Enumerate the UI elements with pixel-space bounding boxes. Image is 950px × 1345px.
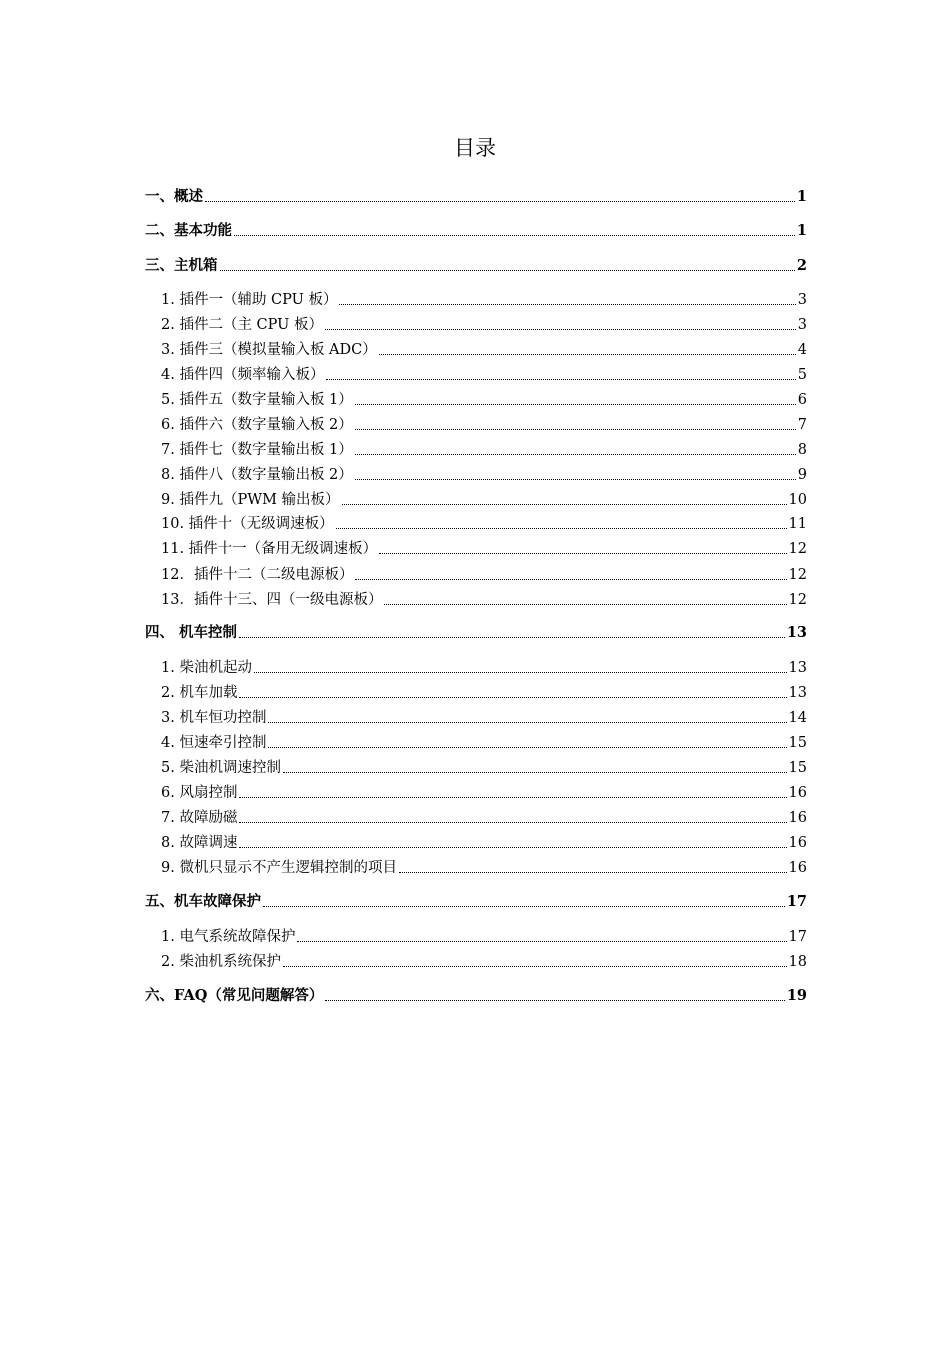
toc-chapter-entry[interactable] bbox=[145, 185, 807, 207]
toc-section-entry[interactable] bbox=[161, 781, 807, 803]
toc-page-number: 15 bbox=[788, 735, 807, 751]
toc-page-number: 16 bbox=[788, 785, 807, 801]
toc-entry-title: 5. 插件五（数字量输入板 1） bbox=[161, 392, 353, 408]
toc-page-number: 17 bbox=[788, 929, 807, 945]
dot-leader bbox=[325, 329, 796, 330]
toc-chapter-entry[interactable] bbox=[145, 219, 807, 241]
dot-leader bbox=[297, 941, 786, 942]
toc-entry-title: 二、基本功能 bbox=[145, 222, 232, 239]
toc-page-number: 1 bbox=[796, 188, 807, 205]
toc-page-number: 4 bbox=[797, 342, 807, 358]
toc-page-number: 6 bbox=[797, 392, 807, 408]
dot-leader bbox=[205, 201, 795, 202]
toc-chapter-entry[interactable] bbox=[145, 890, 807, 912]
toc-entry-title: 四、 机车控制 bbox=[145, 624, 238, 641]
toc-page-number: 15 bbox=[788, 760, 807, 776]
toc-page-number: 12 bbox=[788, 592, 807, 608]
toc-entry-title: 7. 插件七（数字量输出板 1） bbox=[161, 442, 353, 458]
toc-section-entry[interactable] bbox=[161, 413, 807, 435]
toc-entry-title: 4. 插件四（频率输入板） bbox=[161, 367, 325, 383]
toc-entry-title: 1. 插件一（辅助 CPU 板） bbox=[161, 292, 338, 308]
toc-entry-title: 8. 插件八（数字量输出板 2） bbox=[161, 467, 353, 483]
toc-page-number: 13 bbox=[788, 660, 807, 676]
toc-page-number: 19 bbox=[786, 987, 807, 1004]
toc-section-entry[interactable] bbox=[161, 831, 807, 853]
toc-entry-title: 10. 插件十（无级调速板） bbox=[161, 516, 334, 532]
toc-page-number: 16 bbox=[788, 860, 807, 876]
toc-entry-title: 五、机车故障保护 bbox=[145, 893, 261, 910]
dot-leader bbox=[355, 454, 796, 455]
toc-section-entry[interactable] bbox=[161, 537, 807, 559]
toc-entry-title: 12．插件十二（二级电源板） bbox=[161, 567, 354, 583]
dot-leader bbox=[283, 966, 787, 967]
toc-section-entry[interactable] bbox=[161, 363, 807, 385]
dot-leader bbox=[283, 772, 787, 773]
toc-entry-title: 6. 风扇控制 bbox=[161, 785, 238, 801]
dot-leader bbox=[379, 354, 796, 355]
dot-leader bbox=[239, 637, 785, 638]
toc-entry-title: 7. 故障励磁 bbox=[161, 810, 238, 826]
toc-section-entry[interactable] bbox=[161, 313, 807, 335]
toc-entry-title: 3. 插件三（模拟量输入板 ADC） bbox=[161, 342, 377, 358]
dot-leader bbox=[379, 553, 786, 554]
toc-chapter-entry[interactable] bbox=[145, 621, 807, 643]
toc-section-entry[interactable] bbox=[161, 488, 807, 510]
toc-page-number: 13 bbox=[786, 624, 807, 641]
toc-chapter-entry[interactable] bbox=[145, 254, 807, 276]
toc-entry-title: 六、FAQ（常见问题解答） bbox=[145, 987, 324, 1004]
dot-leader bbox=[325, 1000, 784, 1001]
toc-section-entry[interactable] bbox=[161, 288, 807, 310]
toc-section-entry[interactable] bbox=[161, 756, 807, 778]
dot-leader bbox=[239, 822, 786, 823]
toc-section-entry[interactable] bbox=[161, 338, 807, 360]
dot-leader bbox=[268, 747, 786, 748]
dot-leader bbox=[239, 847, 786, 848]
toc-section-entry[interactable] bbox=[161, 925, 807, 947]
toc-section-entry[interactable] bbox=[161, 388, 807, 410]
toc-page-number: 17 bbox=[786, 893, 807, 910]
toc-entry-title: 5. 柴油机调速控制 bbox=[161, 760, 281, 776]
toc-section-entry[interactable] bbox=[161, 463, 807, 485]
toc-page-number: 3 bbox=[797, 317, 807, 333]
toc-section-entry[interactable] bbox=[161, 681, 807, 703]
toc-page-number: 14 bbox=[788, 710, 807, 726]
toc-page-number: 16 bbox=[788, 835, 807, 851]
dot-leader bbox=[399, 872, 787, 873]
dot-leader bbox=[355, 579, 786, 580]
dot-leader bbox=[239, 697, 786, 698]
toc-section-entry[interactable] bbox=[161, 438, 807, 460]
toc-entry-title: 4. 恒速牵引控制 bbox=[161, 735, 267, 751]
toc-page-number: 12 bbox=[788, 541, 807, 557]
dot-leader bbox=[355, 404, 796, 405]
dot-leader bbox=[336, 528, 787, 529]
toc-page-number: 18 bbox=[788, 954, 807, 970]
dot-leader bbox=[355, 429, 796, 430]
toc-page-number: 16 bbox=[788, 810, 807, 826]
toc-page-number: 5 bbox=[797, 367, 807, 383]
toc-entry-title: 2. 插件二（主 CPU 板） bbox=[161, 317, 323, 333]
dot-leader bbox=[384, 604, 786, 605]
toc-entry-title: 2. 机车加载 bbox=[161, 685, 238, 701]
dot-leader bbox=[220, 270, 795, 271]
toc-section-entry[interactable] bbox=[161, 656, 807, 678]
toc-section-entry[interactable] bbox=[161, 563, 807, 585]
toc-entry-title: 三、主机箱 bbox=[145, 257, 218, 274]
toc-entry-title: 8. 故障调速 bbox=[161, 835, 238, 851]
toc-page-number: 13 bbox=[788, 685, 807, 701]
dot-leader bbox=[339, 304, 795, 305]
toc-entry-title: 3. 机车恒功控制 bbox=[161, 710, 267, 726]
toc-section-entry[interactable] bbox=[161, 731, 807, 753]
toc-entry-title: 11. 插件十一（备用无级调速板） bbox=[161, 541, 378, 557]
toc-entry-title: 9. 插件九（PWM 输出板） bbox=[161, 492, 340, 508]
dot-leader bbox=[234, 235, 795, 236]
toc-page-number: 2 bbox=[796, 257, 807, 274]
dot-leader bbox=[268, 722, 786, 723]
dot-leader bbox=[355, 479, 796, 480]
toc-page-number: 10 bbox=[788, 492, 807, 508]
toc-section-entry[interactable] bbox=[161, 856, 807, 878]
toc-entry-title: 2. 柴油机系统保护 bbox=[161, 954, 281, 970]
dot-leader bbox=[239, 797, 786, 798]
toc-title: 目录 bbox=[454, 136, 496, 160]
toc-entry-title: 13．插件十三、四（一级电源板） bbox=[161, 592, 383, 608]
toc-entry-title: 9. 微机只显示不产生逻辑控制的项目 bbox=[161, 860, 397, 876]
toc-page-number: 1 bbox=[796, 222, 807, 239]
toc-section-entry[interactable] bbox=[161, 806, 807, 828]
toc-page-number: 8 bbox=[797, 442, 807, 458]
toc-page-number: 7 bbox=[797, 417, 807, 433]
toc-entry-title: 1. 柴油机起动 bbox=[161, 660, 252, 676]
toc-section-entry[interactable] bbox=[161, 950, 807, 972]
toc-page-number: 11 bbox=[788, 516, 807, 532]
toc-section-entry[interactable] bbox=[161, 588, 807, 610]
dot-leader bbox=[342, 504, 787, 505]
toc-page-number: 3 bbox=[797, 292, 807, 308]
toc-section-entry[interactable] bbox=[161, 512, 807, 534]
toc-entry-title: 一、概述 bbox=[145, 188, 203, 205]
toc-entry-title: 6. 插件六（数字量输入板 2） bbox=[161, 417, 353, 433]
toc-entry-title: 1. 电气系统故障保护 bbox=[161, 929, 296, 945]
toc-page-number: 9 bbox=[797, 467, 807, 483]
dot-leader bbox=[326, 379, 795, 380]
dot-leader bbox=[263, 906, 785, 907]
toc-chapter-entry[interactable] bbox=[145, 984, 807, 1006]
toc-section-entry[interactable] bbox=[161, 706, 807, 728]
toc-page-number: 12 bbox=[788, 567, 807, 583]
dot-leader bbox=[254, 672, 787, 673]
